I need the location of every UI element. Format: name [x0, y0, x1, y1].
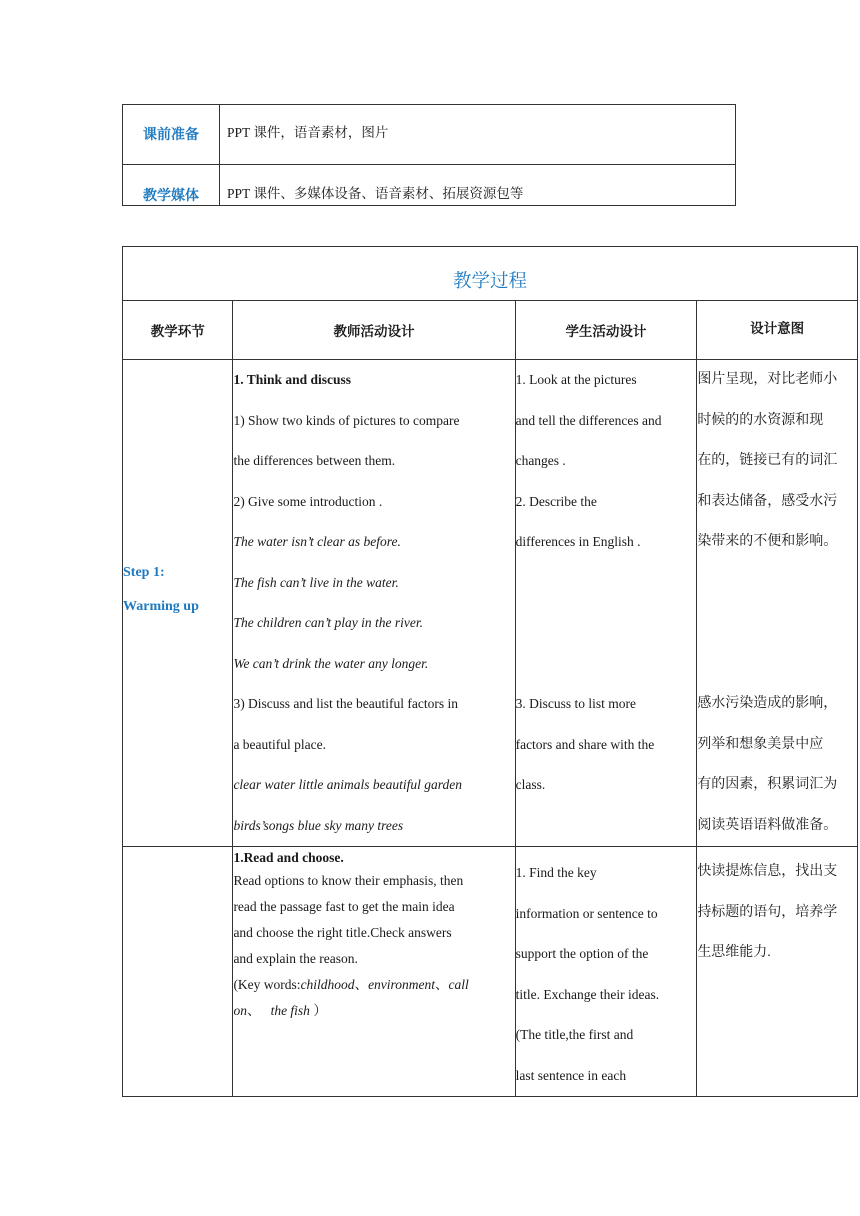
step2-label-cell [123, 847, 233, 1097]
student-line: title. Exchange their ideas. [515, 986, 660, 1002]
intent-line: 在的，链接已有的词汇 [697, 453, 838, 468]
teacher-line: The fish can’t live in the water. [233, 574, 399, 590]
header-teacher-text: 教师活动设计 [333, 324, 415, 340]
teacher-line: read the passage fast to get the main idea [233, 899, 455, 914]
header-intent [697, 301, 858, 360]
teacher-line: 2) Give some introduction . [233, 493, 383, 509]
intent-line: 时候的的水资源和现 [697, 412, 824, 428]
header-teacher [233, 301, 515, 360]
student-line: 1. Look at the pictures [515, 372, 637, 387]
separator: 、 [435, 977, 449, 992]
intent-line: 图片呈现，对比老师小 [697, 372, 838, 387]
student-line: 2. Describe the [515, 493, 597, 509]
header-stage-text: 教学环节 [150, 324, 205, 340]
teacher-line: and choose the right title.Check answers [233, 925, 452, 940]
teacher-line: The water isn’t clear as before. [233, 534, 401, 549]
step2-student-cell [515, 847, 697, 1097]
teacher-line: birds’songs blue sky many trees [233, 817, 404, 833]
media-label: 教学媒体 [123, 165, 220, 206]
prep-row-courseware [123, 105, 736, 165]
teacher-line: the differences between them. [233, 453, 396, 468]
step2-teacher-cell [233, 847, 515, 1097]
header-intent-text: 设计意图 [750, 321, 805, 337]
teacher-line: 3) Discuss and list the beautiful factors in [233, 696, 459, 711]
keywords-suffix: ） [309, 1003, 327, 1018]
step1-intent-cell [697, 360, 858, 847]
prep-row-media [123, 165, 736, 206]
intent-line: 快读提炼信息，找出支 [697, 864, 838, 879]
keyword: on [233, 1003, 247, 1018]
step1-student-cell [515, 360, 697, 847]
step1-label: Step 1: [123, 565, 165, 580]
separator: 、 [246, 1003, 261, 1018]
intent-line: 阅读英语语料做准备。 [697, 817, 838, 833]
student-line: 3. Discuss to list more [515, 696, 636, 711]
teacher-line: a beautiful place. [233, 736, 327, 752]
prep-value: PPT 课件，语音素材，图片 [220, 105, 736, 165]
student-line: information or sentence to [515, 905, 658, 921]
keywords-line-2 [233, 998, 514, 1024]
media-value: PPT 课件、多媒体设备、语音素材、拓展资源包等 [220, 165, 736, 206]
teacher-line: The children can’t play in the river. [233, 615, 424, 630]
teacher-line: 1. Think and discuss [233, 372, 352, 387]
preparation-table [122, 104, 736, 206]
teacher-line: 1) Show two kinds of pictures to compare [233, 412, 460, 428]
step2-teacher-title: 1.Read and choose. [233, 850, 344, 865]
process-title-row [123, 247, 858, 301]
step1-sublabel: Warming up [123, 599, 199, 614]
intent-line: 染带来的不便和影响。 [697, 534, 838, 549]
process-title: 教学过程 [452, 271, 527, 292]
teacher-line: Read options to know their emphasis, then [233, 873, 464, 888]
keyword: the fish [270, 1003, 310, 1018]
step2-row [123, 847, 858, 1097]
intent-line: 感水污染造成的影响， [697, 696, 838, 711]
student-line: support the option of the [515, 946, 649, 961]
intent-line: 和表达储备，感受水污 [697, 493, 838, 509]
step2-intent-cell [697, 847, 858, 1097]
step1-label-cell [123, 360, 233, 847]
student-line: last sentence in each [515, 1067, 627, 1083]
teacher-line: We can’t drink the water any longer. [233, 655, 429, 671]
student-line: class. [515, 777, 546, 792]
intent-line: 生思维能力. [697, 945, 771, 960]
keywords-line [233, 972, 514, 998]
process-title-cell [123, 247, 858, 301]
student-line: (The title,the first and [515, 1027, 634, 1042]
teaching-process-table [122, 246, 858, 1097]
separator: 、 [354, 977, 369, 992]
student-line: changes . [515, 453, 566, 468]
keyword: call [448, 977, 469, 992]
student-line: 1. Find the key [515, 865, 597, 880]
student-line: factors and share with the [515, 736, 655, 752]
student-line: differences in English . [515, 534, 641, 549]
student-line: and tell the differences and [515, 412, 662, 428]
teacher-line: and explain the reason. [233, 951, 358, 966]
header-stage [123, 301, 233, 360]
step1-teacher-cell [233, 360, 515, 847]
header-student-text: 学生活动设计 [565, 324, 647, 340]
keyword: environment [368, 977, 436, 992]
step1-row [123, 360, 858, 847]
prep-label: 课前准备 [123, 105, 220, 165]
header-student [515, 301, 697, 360]
intent-line: 有的因素，积累词汇为 [697, 777, 838, 792]
teacher-line: clear water little animals beautiful garden [233, 777, 463, 792]
keywords-prefix: (Key words: [233, 977, 301, 992]
intent-line: 列举和想象美景中应 [697, 736, 824, 752]
keyword: childhood [300, 977, 355, 992]
intent-line: 持标题的语句，培养学 [697, 904, 838, 920]
process-header-row [123, 301, 858, 360]
